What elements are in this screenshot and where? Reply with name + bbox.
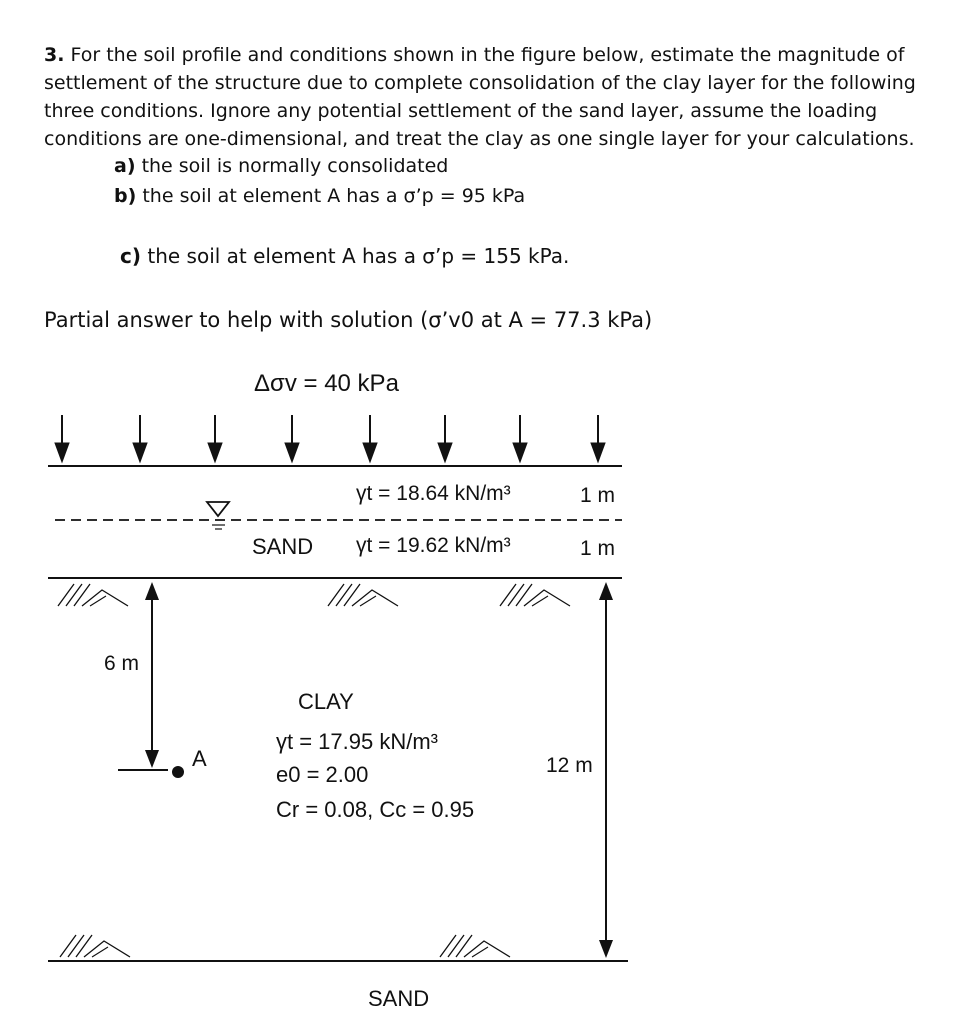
sand-layer-label: SAND [252, 534, 314, 559]
upper-layer-thickness: 1 m [580, 484, 616, 507]
clay-layer-label: CLAY [298, 689, 354, 714]
ground-hatch-icon [328, 584, 398, 606]
lower-layer-thickness: 1 m [580, 537, 616, 560]
option-b-text: the soil at element A has a σ’p = 95 kPa [142, 185, 526, 207]
depth-to-a-label: 6 m [104, 652, 140, 675]
ground-hatch-icon [60, 935, 130, 957]
sand-unit-weight-lower: γt = 19.62 kN/m³ [356, 534, 511, 557]
water-table-icon [207, 502, 229, 529]
option-a-text: the soil is normally consolidated [141, 155, 449, 177]
partial-answer: Partial answer to help with solution (σ’v0 at A = 77.3 kPa) [44, 308, 653, 332]
sand-unit-weight-upper: γt = 18.64 kN/m³ [356, 482, 511, 505]
bottom-sand-label: SAND [368, 986, 430, 1011]
clay-thickness-label: 12 m [546, 754, 593, 777]
clay-thickness-arrow [599, 582, 613, 958]
load-label: Δσv = 40 kPa [254, 370, 399, 397]
option-a-letter: a) [114, 155, 136, 177]
element-a-label: A [192, 746, 207, 771]
option-b-letter: b) [114, 185, 137, 207]
option-c-text: the soil at element A has a σ’p = 155 kPa. [147, 244, 570, 268]
element-a-point [172, 766, 184, 778]
problem-text: For the soil profile and conditions shown in the figure below, estimate the magnitude of settlement of the structure due to complete consolidation of the clay layer for the following three conditions. Ignore any potential settlement of the sand layer, assume the loading conditions are one-dimensional, and treat the clay as one single layer for your calculations. [44, 44, 916, 150]
depth-dimension-arrow [145, 582, 159, 768]
ground-hatch-icon [500, 584, 570, 606]
clay-unit-weight: γt = 17.95 kN/m³ [276, 729, 439, 754]
clay-compression-indices: Cr = 0.08, Cc = 0.95 [276, 797, 475, 822]
option-c-letter: c) [120, 244, 141, 268]
clay-void-ratio: e0 = 2.00 [276, 762, 369, 787]
surface-load-arrows [55, 415, 605, 462]
ground-hatch-icon [58, 584, 128, 606]
problem-number: 3. [44, 44, 65, 66]
ground-hatch-icon [440, 935, 510, 957]
